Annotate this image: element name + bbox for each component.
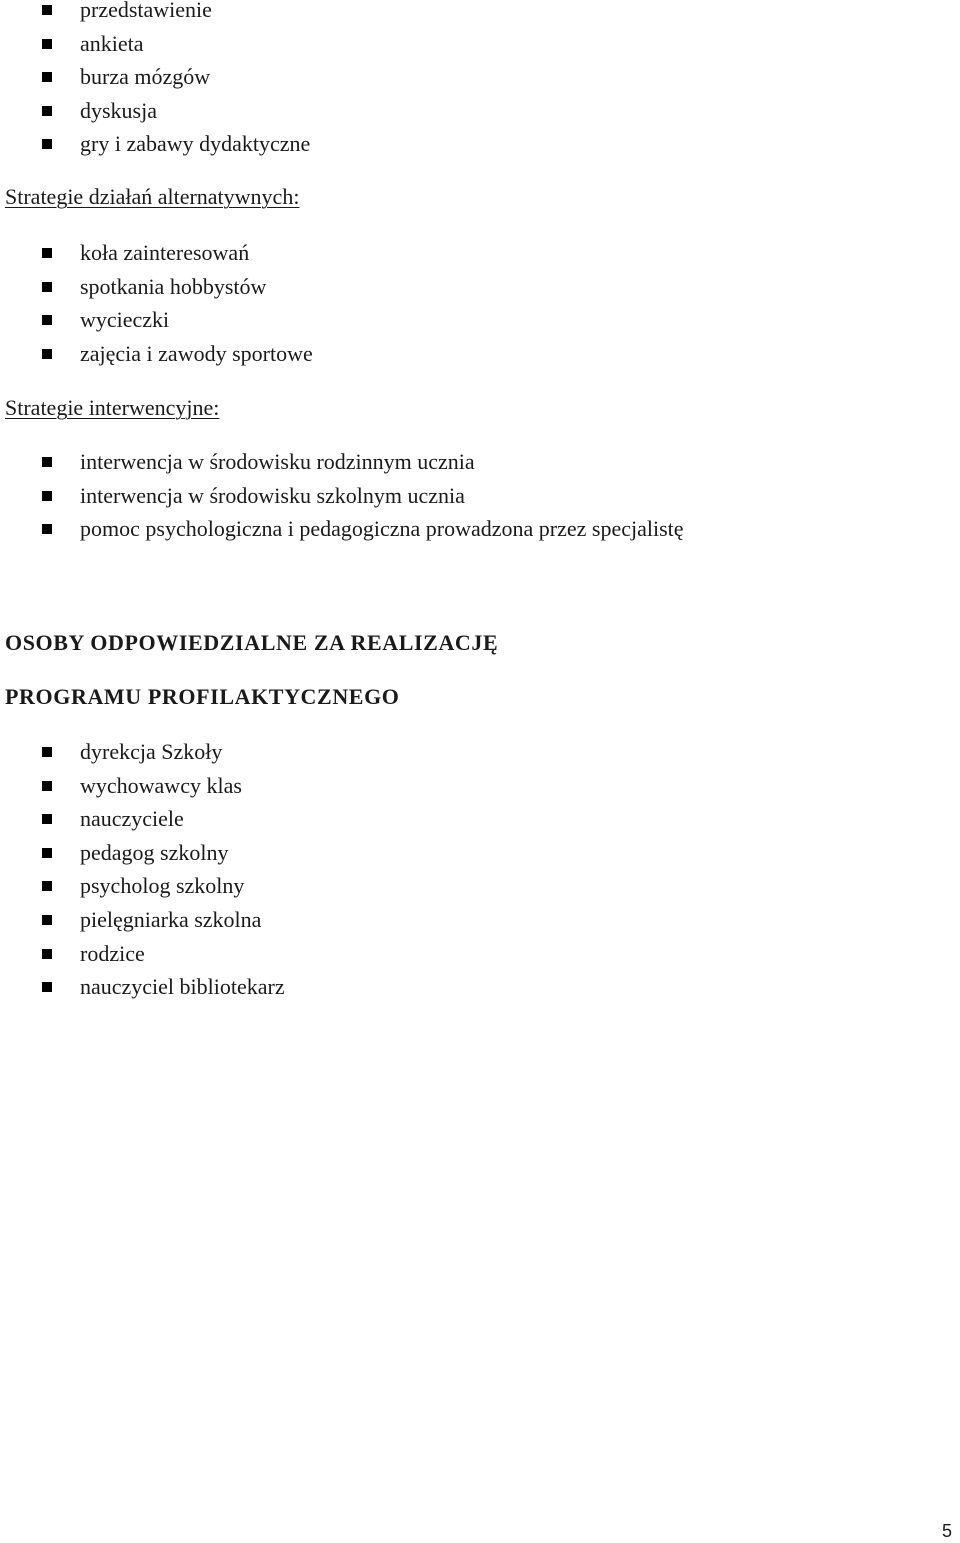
list-item	[0, 60, 960, 94]
list-item	[0, 303, 960, 337]
list-item-text: wychowawcy klas	[80, 772, 242, 798]
list-item	[0, 735, 960, 769]
alternative-strategies-heading: Strategie działań alternatywnych:	[5, 184, 300, 209]
list-item	[0, 479, 960, 513]
square-bullet-icon	[42, 349, 52, 359]
square-bullet-icon	[42, 524, 52, 534]
list-item-text: ankieta	[80, 30, 144, 56]
square-bullet-icon	[42, 747, 52, 757]
list-item-text: dyrekcja Szkoły	[80, 739, 223, 764]
list-item	[0, 0, 960, 27]
list-item	[0, 970, 960, 1004]
methods-list	[0, 0, 960, 161]
list-item-text: burza mózgów	[80, 64, 211, 90]
list-item-text: pielęgniarka szkolna	[80, 906, 262, 932]
list-item-text: rodzice	[80, 940, 145, 966]
square-bullet-icon	[42, 848, 52, 858]
square-bullet-icon	[42, 781, 52, 791]
list-item	[0, 802, 960, 836]
square-bullet-icon	[42, 139, 52, 149]
square-bullet-icon	[42, 949, 52, 959]
list-item-text: nauczyciele	[80, 806, 184, 832]
list-item	[0, 94, 960, 128]
responsible-heading-line1: OSOBY ODPOWIEDZIALNE ZA REALIZACJĘ	[5, 630, 499, 655]
square-bullet-icon	[42, 5, 52, 15]
list-item	[0, 512, 960, 546]
list-item-text: gry i zabawy dydaktyczne	[80, 131, 311, 157]
responsible-heading-line2: PROGRAMU PROFILAKTYCZNEGO	[5, 684, 400, 709]
intervention-list-block	[0, 445, 960, 546]
alternative-list	[0, 236, 960, 370]
list-item-text: spotkania hobbystów	[80, 273, 267, 299]
list-item-text: interwencja w środowisku szkolnym ucznia	[80, 482, 465, 508]
methods-list-block	[0, 0, 960, 161]
responsible-list	[0, 735, 960, 1004]
list-item	[0, 127, 960, 161]
list-item-text: wycieczki	[80, 307, 170, 333]
list-item	[0, 869, 960, 903]
list-item	[0, 836, 960, 870]
list-item-text: zajęcia i zawody sportowe	[80, 340, 313, 366]
square-bullet-icon	[42, 814, 52, 824]
square-bullet-icon	[42, 982, 52, 992]
list-item	[0, 270, 960, 304]
list-item-text: nauczyciel bibliotekarz	[80, 974, 285, 1000]
list-item	[0, 937, 960, 971]
list-item	[0, 236, 960, 270]
page-number: 5	[941, 1521, 952, 1541]
list-item-text: dyskusja	[80, 97, 157, 123]
list-item-text: interwencja w środowisku rodzinnym ucznia	[80, 449, 475, 474]
intervention-strategies-heading: Strategie interwencyjne:	[5, 395, 220, 420]
responsible-list-block	[0, 735, 960, 1004]
intervention-list	[0, 445, 960, 546]
square-bullet-icon	[42, 39, 52, 49]
square-bullet-icon	[42, 282, 52, 292]
square-bullet-icon	[42, 915, 52, 925]
list-item	[0, 27, 960, 61]
list-item	[0, 903, 960, 937]
list-item-text: pedagog szkolny	[80, 839, 229, 865]
alternative-list-block	[0, 236, 960, 370]
square-bullet-icon	[42, 248, 52, 258]
square-bullet-icon	[42, 315, 52, 325]
list-item	[0, 445, 960, 479]
square-bullet-icon	[42, 881, 52, 891]
list-item-text: przedstawienie	[80, 0, 212, 22]
square-bullet-icon	[42, 106, 52, 116]
square-bullet-icon	[42, 72, 52, 82]
list-item	[0, 769, 960, 803]
list-item	[0, 337, 960, 371]
list-item-text: koła zainteresowań	[80, 240, 250, 265]
list-item-text: pomoc psychologiczna i pedagogiczna prowadzona przez specjalistę	[80, 516, 684, 542]
list-item-text: psycholog szkolny	[80, 873, 245, 899]
square-bullet-icon	[42, 457, 52, 467]
square-bullet-icon	[42, 491, 52, 501]
